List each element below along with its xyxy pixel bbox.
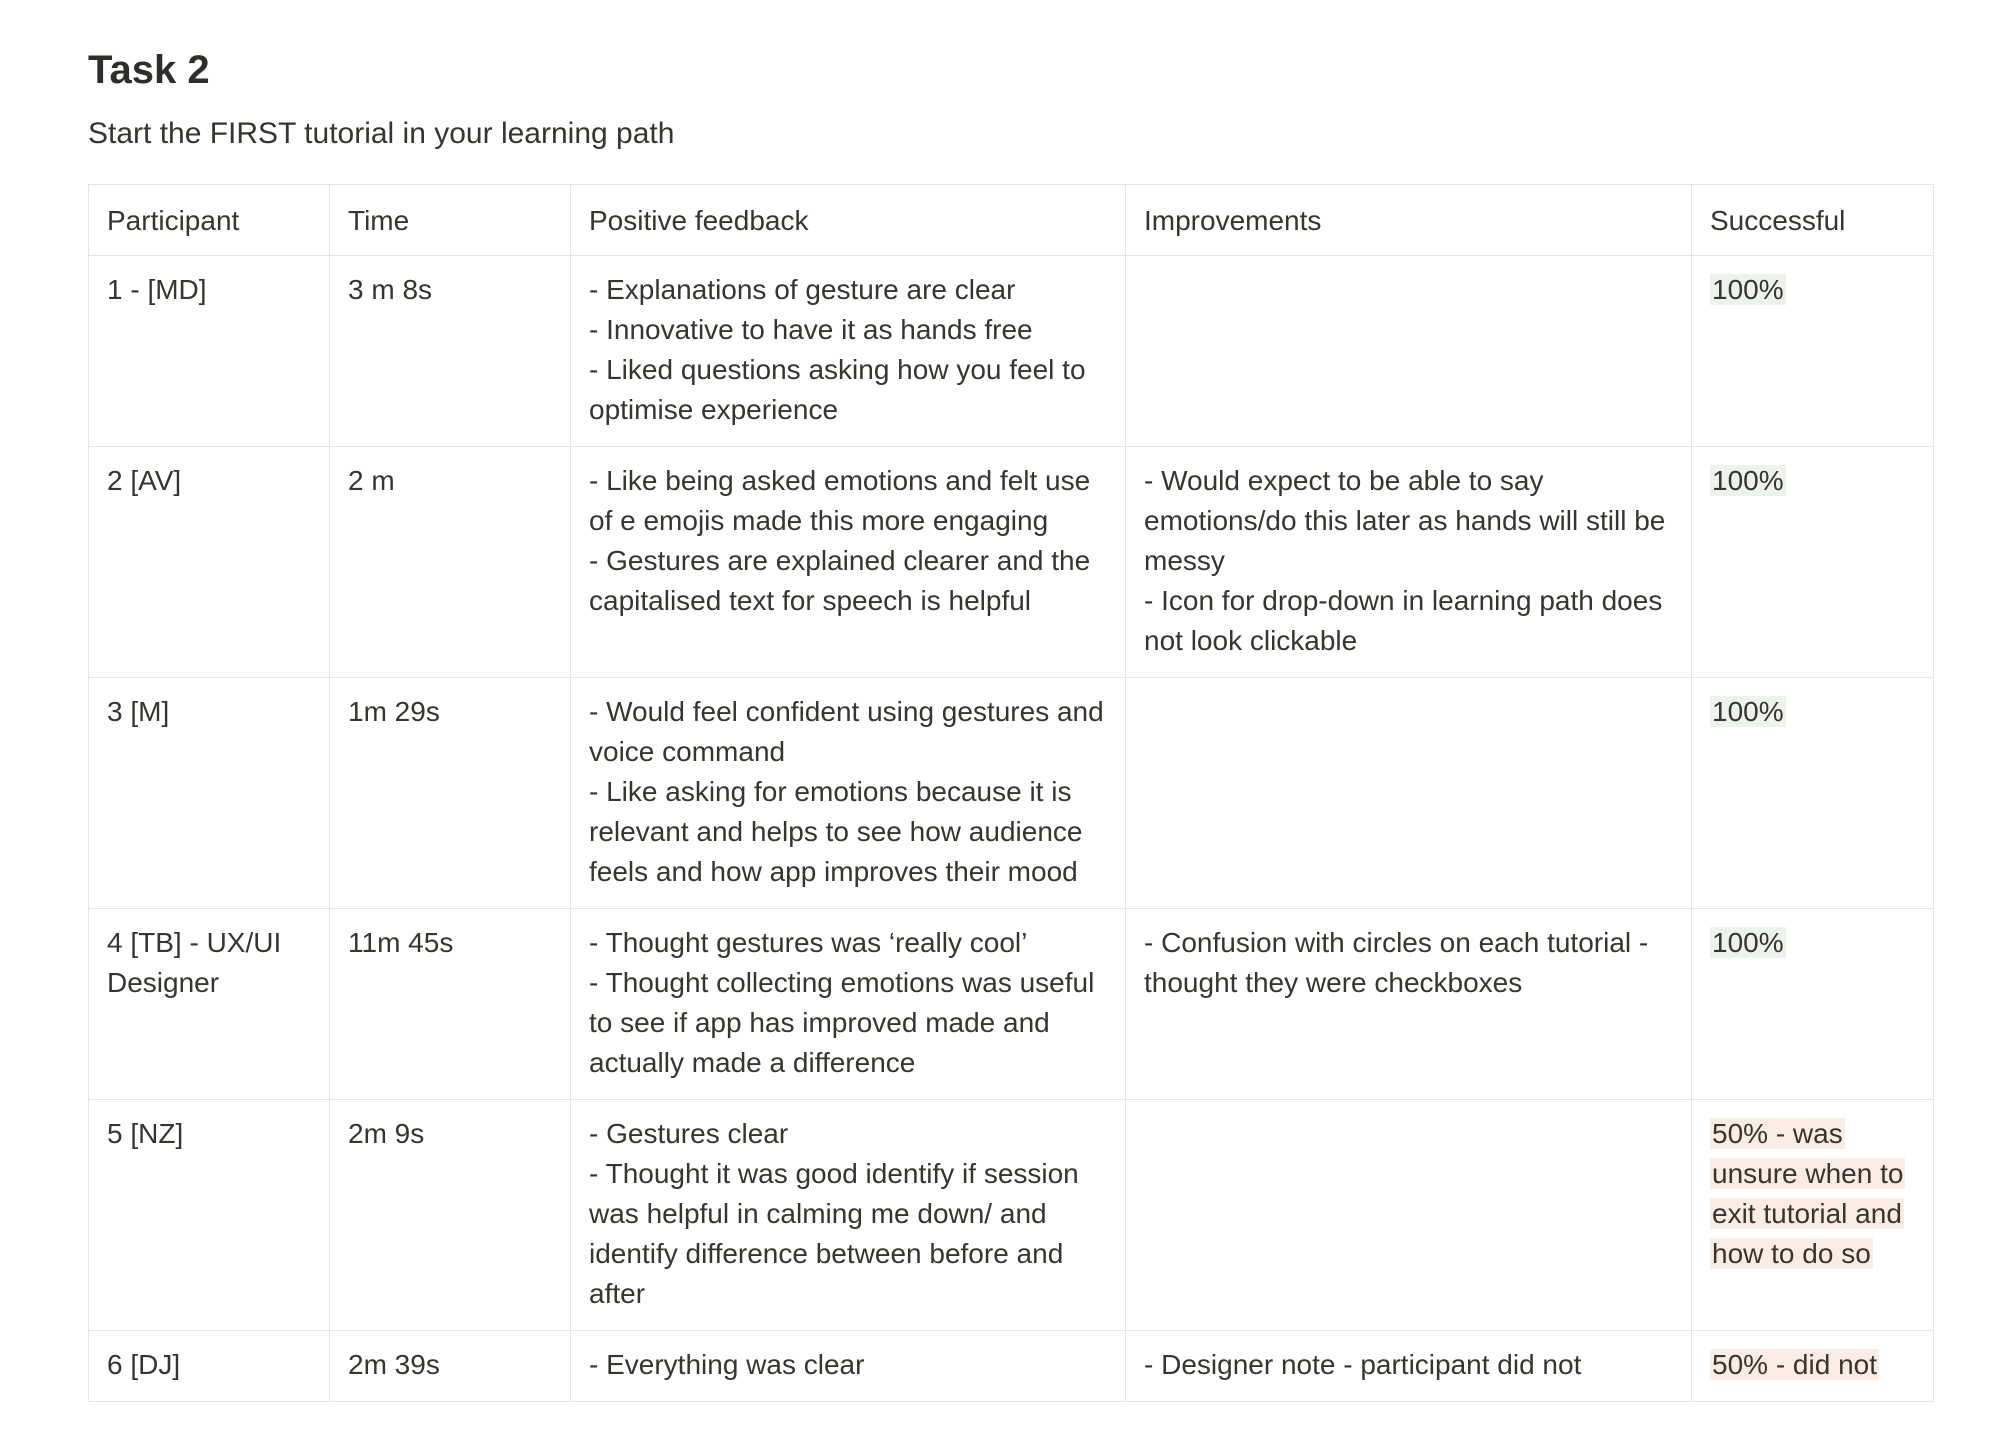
table-header-row bbox=[89, 185, 1934, 256]
successful-cell bbox=[1692, 256, 1934, 447]
improvements-cell bbox=[1126, 1100, 1692, 1331]
successful-cell bbox=[1692, 909, 1934, 1100]
table-row bbox=[89, 1331, 1934, 1402]
positive-feedback-cell: - Thought gestures was ‘really cool’ - Thought collecting emotions was useful to see if app has improved made and actually made a difference bbox=[571, 909, 1126, 1100]
success-badge: 100% bbox=[1712, 274, 1784, 305]
successful-cell bbox=[1692, 1331, 1934, 1402]
table-row bbox=[89, 909, 1934, 1100]
time-cell: 2m 39s bbox=[330, 1331, 571, 1402]
successful-cell bbox=[1692, 447, 1934, 678]
improvements-cell: - Would expect to be able to say emotions/do this later as hands will still be messy - Icon for drop-down in learning path does not look clickable bbox=[1126, 447, 1692, 678]
successful-cell bbox=[1692, 678, 1934, 909]
time-cell: 11m 45s bbox=[330, 909, 571, 1100]
improvements-cell bbox=[1126, 678, 1692, 909]
time-cell: 2m 9s bbox=[330, 1100, 571, 1331]
successful-cell bbox=[1692, 1100, 1934, 1331]
success-badge: 100% bbox=[1712, 696, 1784, 727]
positive-feedback-cell: - Like being asked emotions and felt use of e emojis made this more engaging - Gestures are explained clearer and the capitalised text for speech is helpful bbox=[571, 447, 1126, 678]
table-row bbox=[89, 1100, 1934, 1331]
participant-cell: 2 [AV] bbox=[89, 447, 330, 678]
success-badge: 50% - did not bbox=[1712, 1349, 1877, 1380]
participant-cell: 4 [TB] - UX/UI Designer bbox=[89, 909, 330, 1100]
improvements-cell bbox=[1126, 256, 1692, 447]
header-time: Time bbox=[330, 185, 571, 256]
time-cell: 1m 29s bbox=[330, 678, 571, 909]
header-positive-feedback: Positive feedback bbox=[571, 185, 1126, 256]
table-row bbox=[89, 678, 1934, 909]
task-description: Start the FIRST tutorial in your learning path bbox=[88, 117, 675, 150]
time-cell: 3 m 8s bbox=[330, 256, 571, 447]
participant-cell: 6 [DJ] bbox=[89, 1331, 330, 1402]
improvements-cell: - Confusion with circles on each tutorial - thought they were checkboxes bbox=[1126, 909, 1692, 1100]
participant-cell: 5 [NZ] bbox=[89, 1100, 330, 1331]
header-participant: Participant bbox=[89, 185, 330, 256]
header-improvements: Improvements bbox=[1126, 185, 1692, 256]
header-successful: Successful bbox=[1692, 185, 1934, 256]
participant-cell: 3 [M] bbox=[89, 678, 330, 909]
positive-feedback-cell: - Gestures clear - Thought it was good identify if session was helpful in calming me down/ and identify difference between before and after bbox=[571, 1100, 1126, 1331]
results-table bbox=[88, 184, 1934, 1402]
positive-feedback-cell: - Would feel confident using gestures and voice command - Like asking for emotions because it is relevant and helps to see how audience feels and how app improves their mood bbox=[571, 678, 1126, 909]
success-badge: 100% bbox=[1712, 927, 1784, 958]
positive-feedback-cell: - Explanations of gesture are clear - Innovative to have it as hands free - Liked questions asking how you feel to optimise experience bbox=[571, 256, 1126, 447]
positive-feedback-cell: - Everything was clear bbox=[571, 1331, 1126, 1402]
page-title: Task 2 bbox=[88, 48, 210, 92]
table-row bbox=[89, 447, 1934, 678]
improvements-cell: - Designer note - participant did not bbox=[1126, 1331, 1692, 1402]
participant-cell: 1 - [MD] bbox=[89, 256, 330, 447]
table-row bbox=[89, 256, 1934, 447]
time-cell: 2 m bbox=[330, 447, 571, 678]
success-badge: 100% bbox=[1712, 465, 1784, 496]
success-badge: 50% - was unsure when to exit tutorial and how to do so bbox=[1712, 1118, 1904, 1269]
